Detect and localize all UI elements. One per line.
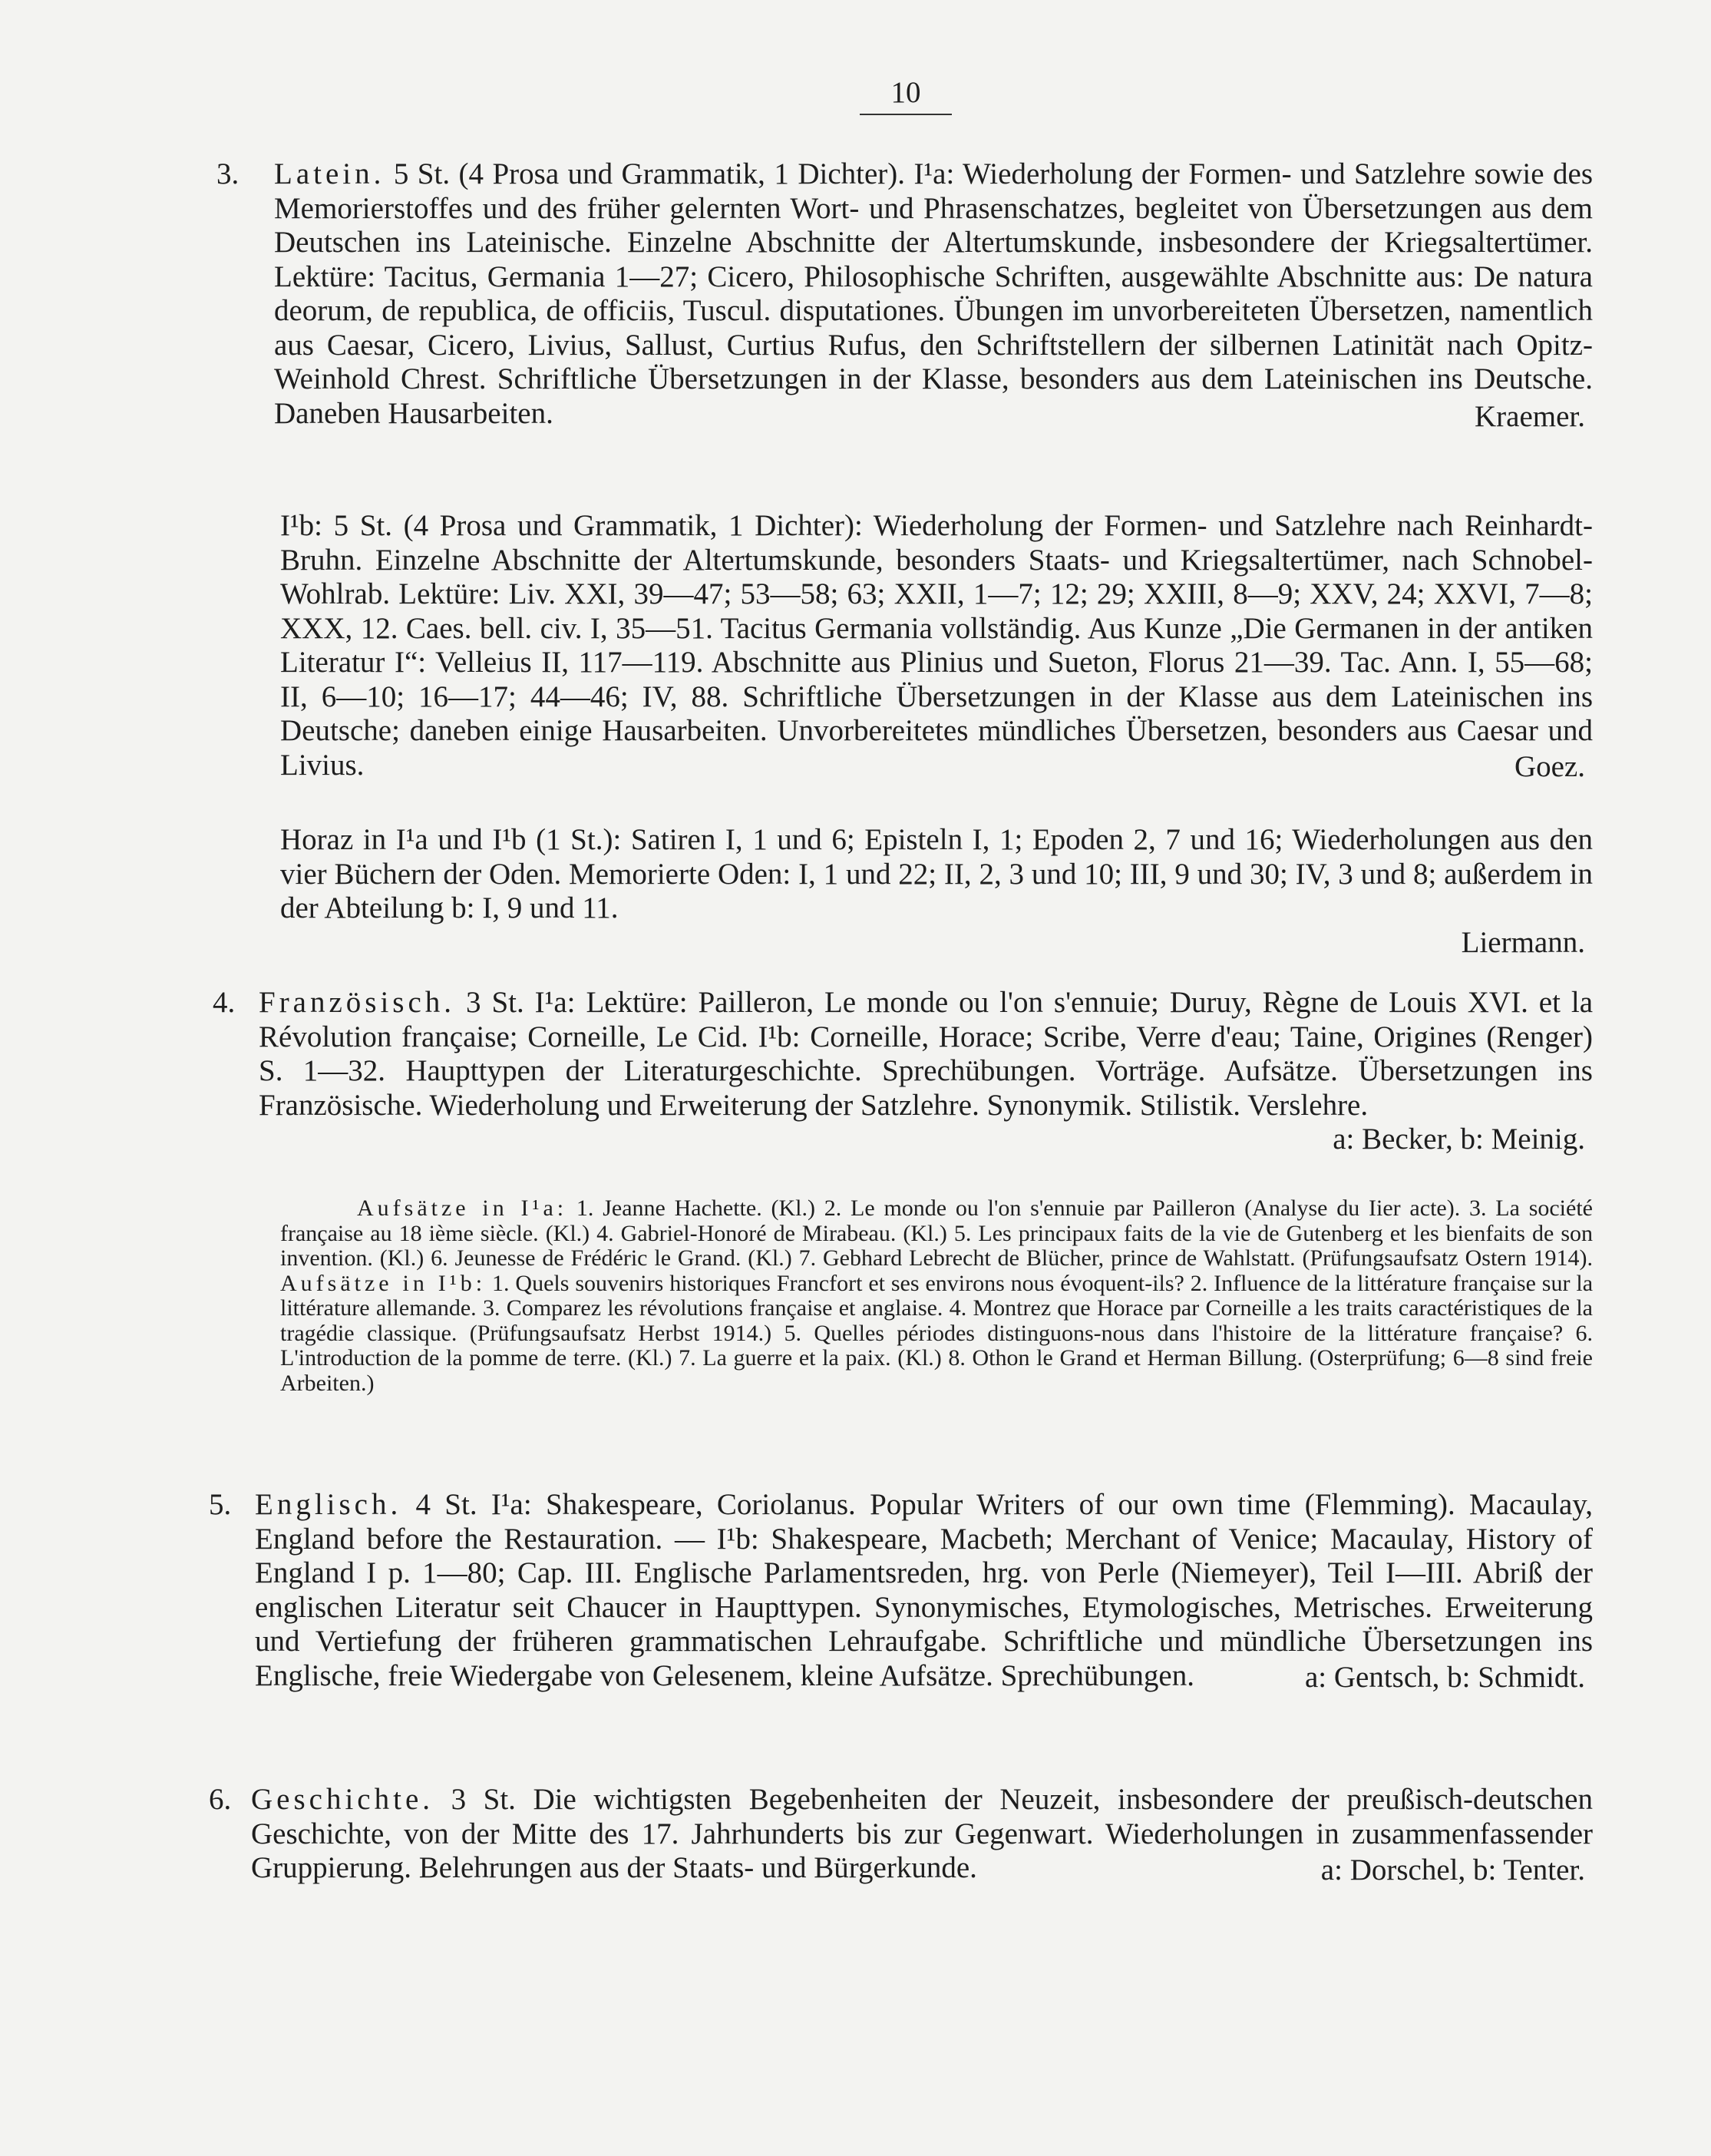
- aufsaetze-list: 1. Jeanne Hachette. (Kl.) 2. Le monde ou l'on s'ennuie par Pailleron (Analyse du Iier acte). 3. La société française au 18 ième siècle. (Kl.) 4. Gabriel-Honoré de Mirabeau. (Kl.) 5. Les principaux faits de la vie de Gutenberg et les bienfaits de son invention. (Kl.) 6. Jeunesse de Frédéric le Grand. (Kl.) 7. Gebhard Lebrecht de Blücher, prince de Wahlstatt. (Prüfungsaufsatz Ostern 1914).: [280, 1195, 1593, 1271]
- section-heading: Geschichte.: [251, 1783, 434, 1816]
- latein-paragraph-2: [280, 509, 1593, 785]
- section-text: 3 St. I¹a: Lektüre: Pailleron, Le monde ou l'on s'ennuie; Duruy, Règne de Louis XVI. et la Révolution française; Corneille, Le Cid. I¹b: Corneille, Horace; Scribe, Verre d'eau; Taine, Origines (Renger) S. 1—32. Haupttypen der Literaturgeschichte. Sprechübungen. Vorträge. Aufsätze. Übersetzungen ins Französische. Wiederholung und Erweiterung der Satzlehre. Synonymik. Stilistik. Verslehre.: [259, 986, 1593, 1122]
- latein-paragraph-horaz: [280, 823, 1593, 960]
- paragraph-text: I¹b: 5 St. (4 Prosa und Grammatik, 1 Dichter): Wiederholung der Formen- und Satzlehre nach Reinhardt-Bruhn. Einzelne Abschnitte der Altertumskunde, besonders Staats- und Kriegsaltertümer, nach Schnobel-Wohlrab. Lektüre: Liv. XXI, 39—47; 53—58; 63; XXII, 1—7; 12; 29; XXIII, 8—9; XXV, 24; XXVI, 7—8; XXX, 12. Caes. bell. civ. I, 35—51. Tacitus Germania vollständig. Aus Kunze „Die Germanen in der antiken Literatur I“: Velleius II, 117—119. Abschnitte aus Plinius und Sueton, Florus 21—39. Tac. Ann. I, 55—68; II, 6—10; 16—17; 44—46; IV, 88. Schriftliche Übersetzungen in der Klasse aus dem Lateinischen ins Deutsche; daneben einige Hausarbeiten. Unvorbereitetes mündliches Übersetzen, besonders aus Caesar und Livius.: [280, 509, 1593, 782]
- teacher-signature: Goez.: [1514, 750, 1585, 783]
- teacher-signature: a: Becker, b: Meinig.: [1333, 1123, 1585, 1156]
- aufsaetze-list: 1. Quels souvenirs historiques Francfort et ses environs nous évoquent-ils? 2. Influence de la littérature française sur la littérature allemande. 3. Comparez les révolutions française et anglaise. 4. Montrez que Horace par Corneille a les traits caractéristiques de la tragédie classique. (Prüfungsaufsatz Herbst 1914.) 5. Quelles périodes distinguons-nous dans l'histoire de la littérature française? 6. L'introduction de la pomme de terre. (Kl.) 7. La guerre et la paix. (Kl.) 8. Othon le Grand et Herman Billung. (Osterprüfung; 6—8 sind freie Arbeiten.): [280, 1270, 1594, 1396]
- aufsaetze-label: Aufsätze in I¹a:: [357, 1195, 568, 1221]
- teacher-signature: Kraemer.: [1474, 400, 1585, 433]
- paragraph-text: Horaz in I¹a und I¹b (1 St.): Satiren I, 1 und 6; Episteln I, 1; Epoden 2, 7 und 16; Wiederholungen aus den vier Büchern der Oden. Memorierte Oden: I, 1 und 22; II, 2, 3 und 10; III, 9 und 30; IV, 3 und 8; außerdem in der Abteilung b: I, 9 und 11.: [280, 823, 1593, 924]
- section-text: 5 St. (4 Prosa und Grammatik, 1 Dichter). I¹a: Wiederholung der Formen- und Satzlehre sowie des Memorierstoffes und des früher gelernten Wort- und Phrasenschatzes, begleitet von Übersetzungen aus dem Deutschen ins Lateinische. Einzelne Abschnitte der Altertumskunde, insbesondere der Kriegsaltertümer. Lektüre: Tacitus, Germania 1—27; Cicero, Philosophische Schriften, ausgewählte Abschnitte aus: De natura deorum, de republica, de officiis, Tuscul. disputationes. Übungen im unvorbereiteten Übersetzen, namentlich aus Caesar, Cicero, Livius, Sallust, Curtius Rufus, den Schriftstellern der silbernen Latinität nach Opitz-Weinhold Chrest. Schriftliche Übersetzungen in der Klasse, besonders aus dem Lateinischen ins Deutsche. Daneben Hausarbeiten.: [274, 157, 1594, 430]
- section-text: 3 St. Die wichtigsten Begebenheiten der Neuzeit, insbesondere der preußisch-deutschen Geschichte, von der Mitte des 17. Jahrhunderts bis zur Gegenwart. Wiederholungen in zusammenfassender Gruppierung. Belehrungen aus der Staats- und Bürgerkunde.: [251, 1783, 1593, 1884]
- section-franzoesisch: [209, 986, 1593, 1157]
- teacher-signature: a: Gentsch, b: Schmidt.: [1304, 1661, 1585, 1694]
- section-geschichte: [209, 1783, 1593, 1887]
- section-heading: Latein.: [274, 157, 385, 190]
- section-englisch: [209, 1488, 1593, 1695]
- section-number: 3.: [216, 157, 239, 190]
- section-number: 5.: [209, 1488, 232, 1521]
- section-heading: Französisch.: [259, 986, 456, 1019]
- section-number: 4.: [213, 986, 236, 1019]
- page-number: 10: [860, 75, 952, 115]
- teacher-signature: a: Dorschel, b: Tenter.: [1320, 1853, 1585, 1886]
- section-text: 4 St. I¹a: Shakespeare, Coriolanus. Popular Writers of our own time (Flemming). Macaulay, England before the Restauration. — I¹b: Shakespeare, Macbeth; Merchant of Venice; Macaulay, History of England I p. 1—80; Cap. III. Englische Parlamentsreden, hrg. von Perle (Niemeyer), Teil I—III. Abriß der englischen Literatur seit Chaucer in Haupttypen. Synonymisches, Etymologisches, Metrisches. Erweiterung und Vertiefung der früheren grammatischen Lehraufgabe. Schriftliche und mündliche Übersetzungen ins Englische, freie Wiedergabe von Gelesenem, kleine Aufsätze. Sprechübungen.: [255, 1488, 1594, 1692]
- section-latein: [209, 157, 1593, 435]
- aufsaetze-label: Aufsätze in I¹b:: [280, 1270, 487, 1296]
- section-heading: Englisch.: [255, 1488, 402, 1521]
- franzoesisch-aufsaetze: [280, 1196, 1593, 1396]
- section-number: 6.: [209, 1783, 232, 1816]
- teacher-signature: Liermann.: [1461, 925, 1585, 959]
